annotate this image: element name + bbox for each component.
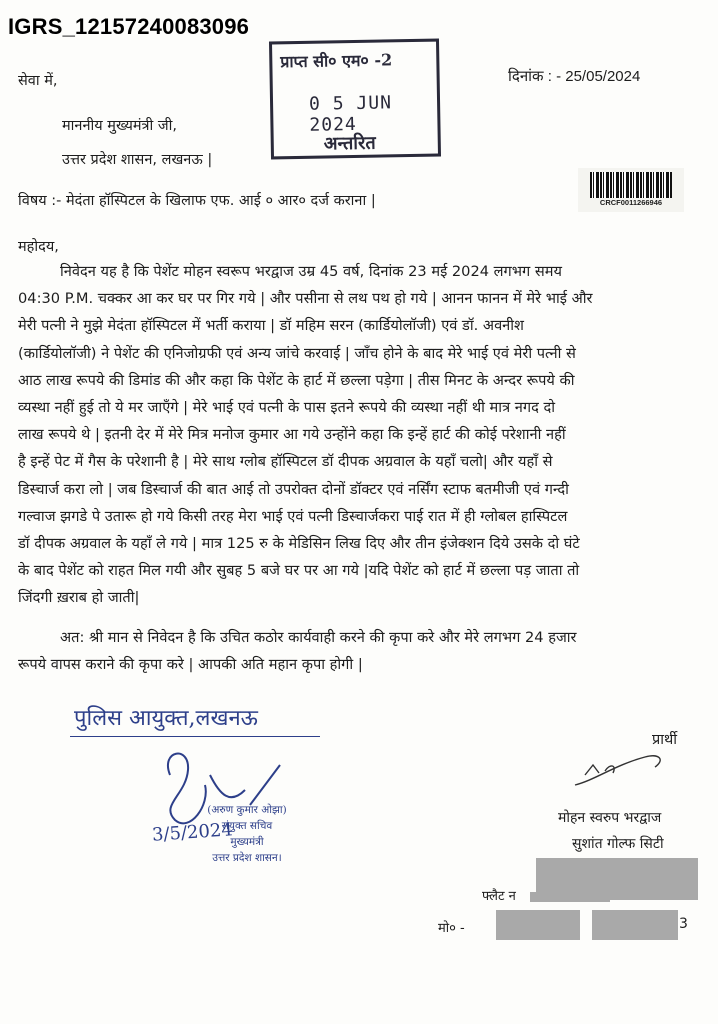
body-line: 04:30 P.M. चक्कर आ कर घर पर गिर गये | और पसीना से लथ पथ हो गये | आनन फानन में मेरे भाई और	[18, 290, 593, 308]
forward-to-handwritten: पुलिस आयुक्त,लखनऊ	[74, 706, 258, 731]
seal-line: (अरुण कुमार ओझा)	[207, 804, 287, 816]
stamp-date: 0 5 JUN 2024	[308, 92, 393, 136]
body-line: के बाद पेशेंट को राहत मिल गयी और सुबह 5 बजे घर पर आ गये |यदि पेशेंट को हार्ट में छल्ला पड़ जाता तो	[18, 562, 580, 580]
seal-line: संयुक्त सचिव	[221, 820, 273, 832]
redacted-mobile-part1	[496, 910, 580, 940]
body-line: व्यस्था नहीं हुई तो ये मर जाएँगे | मेरे भाई एवं पत्नी के पास इतने रूपये की व्यस्था नहीं थी मात्र नगद दो	[18, 399, 555, 417]
redacted-flat	[530, 892, 610, 902]
sender-name: मोहन स्वरुप भरद्वाज	[558, 810, 662, 826]
letter-date: दिनांक : - 25/05/2024	[508, 68, 641, 85]
subject-line: विषय :- मेदंता हॉस्पिटल के खिलाफ एफ. आई ० आर० दर्ज कराना |	[18, 193, 376, 209]
officer-seal	[192, 802, 302, 866]
stamp-status: अन्तरित	[323, 132, 376, 155]
forward-underline	[70, 736, 320, 737]
body-line: डॉ दीपक अग्रवाल के यहाँ ले गये | मात्र 125 रु के मेडिसिन लिख दिए और तीन इंजेक्शन दिये उसके दो घंटे	[18, 535, 580, 553]
applicant-signature	[565, 745, 675, 800]
closing-line: अत: श्री मान से निवेदन है कि उचित कठोर कार्यवाही करने की कृपा करे और मेरे लगभग 24 हजार	[60, 629, 577, 646]
closing-line: रूपये वापस कराने की कृपा करे | आपकी अति महान कृपा होगी |	[18, 656, 363, 674]
body-line: जिंदगी ख़राब हो जाती|	[18, 589, 140, 607]
received-stamp	[269, 39, 441, 160]
reference-number: IGRS_12157240083096	[8, 14, 250, 39]
mobile-tail: 3	[679, 916, 688, 932]
body-line: निवेदन यह है कि पेशेंट मोहन स्वरूप भरद्वाज उम्र 45 वर्ष, दिनांक 23 मई 2024 लगभग समय	[60, 263, 562, 280]
barcode-number: CRCF0011266946	[599, 198, 663, 207]
salutation-to: सेवा में,	[18, 73, 58, 89]
closing-paragraph	[18, 624, 698, 678]
barcode	[578, 168, 684, 212]
sender-address: सुशांत गोल्फ सिटी	[572, 836, 664, 852]
mobile-label: मो० -	[438, 921, 465, 936]
letter-body	[18, 258, 698, 612]
redacted-mobile-part2	[592, 910, 678, 940]
seal-line: मुख्यमंत्री	[230, 836, 264, 848]
barcode-bars	[590, 172, 672, 198]
applicant-label: प्रार्थी	[652, 732, 678, 748]
body-line: आठ लाख रूपये की डिमांड की और कहा कि पेशेंट के हार्ट में छल्ला पड़ेगा | तीस मिनट के अन्दर रूपये की	[18, 371, 575, 389]
body-line: (कार्डियोलॉजी) ने पेशेंट की एनिजोग्रफी एवं अन्य जांचे करवाई | जाँच होने के बाद मेरे भाई एवं मेरी पत्नी से	[18, 344, 576, 362]
body-line: लाख रूपये थे | इतनी देर में मेरे मित्र मनोज कुमार आ गये उन्होंने कहा कि इन्हें हार्ट की कोई परेशानी नहीं	[18, 426, 566, 444]
flat-number-label: फ्लैट न	[482, 889, 516, 904]
addressee: माननीय मुख्यमंत्री जी,	[62, 118, 178, 134]
handwritten-date: 3/5/2024	[151, 819, 234, 846]
seal-line: उत्तर प्रदेश शासन।	[212, 852, 282, 864]
addressee-office: उत्तर प्रदेश शासन, लखनऊ |	[62, 152, 213, 168]
stamp-label: प्राप्त सी० एम० -2	[280, 50, 393, 72]
body-line: है इन्हें पेट में गैस के परेशानी है | मेरे साथ ग्लोब हॉस्पिटल डॉ दीपक अग्रवाल के यहाँ चलो| और यहाँ से	[18, 453, 553, 471]
body-line: मेरी पत्नी ने मुझे मेदंता हॉस्पिटल में भर्ती कराया | डॉ महिम सरन (कार्डियोलॉजी) एवं डॉ. अवनीश	[18, 317, 524, 335]
body-line: डिस्चार्ज करा लो | जब डिस्चार्ज की बात आई तो उपरोक्त दोनों डॉक्टर एवं नर्सिंग स्टाफ बतमीजी एवं गन्दी	[18, 480, 569, 498]
body-line: गल्वाज झगडे पे उतारू हो गये किसी तरह मेरा भाई एवं पत्नी डिस्चार्जकरा पाई रात में ही ग्लोबल हास्पिटल	[18, 507, 568, 525]
greeting: महोदय,	[18, 239, 59, 255]
